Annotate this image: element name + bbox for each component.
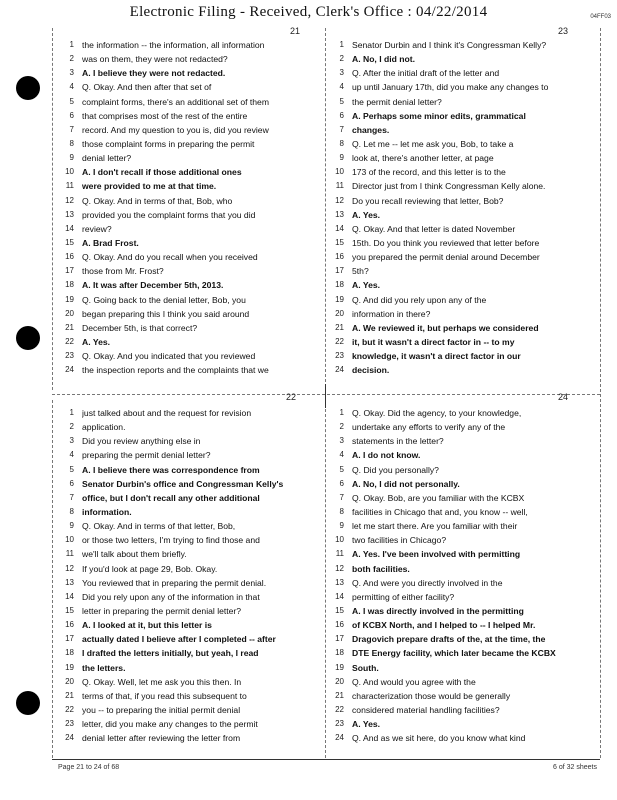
center-cut-mark: [325, 384, 326, 408]
transcript-line: 10 two facilities in Chicago?: [335, 535, 447, 546]
transcript-line: 13 A. Yes.: [335, 209, 381, 220]
transcript-line: 16 of KCBX North, and I helped to -- I helped Mr.: [335, 620, 536, 631]
transcript-page-24: [330, 392, 598, 758]
transcript-line: 2 A. No, I did not.: [339, 54, 416, 65]
transcript-line: 12 Do you recall reviewing that letter, Bob?: [335, 195, 504, 206]
transcript-line: 21 terms of that, if you read this subsequent to: [65, 690, 247, 701]
transcript-line: 15 letter in preparing the permit denial letter?: [65, 605, 242, 616]
transcript-line: 23 Q. Okay. And you indicated that you reviewed: [65, 351, 256, 362]
transcript-line: 24 decision.: [335, 365, 390, 376]
footer-page-range: Page 21 to 24 of 68: [58, 764, 120, 771]
transcript-line: 7 record. And my question to you is, did you review: [69, 124, 269, 135]
page-number: 21: [290, 26, 301, 36]
bottom-rule: [52, 759, 600, 760]
transcript-line: 21 characterization those would be generally: [335, 690, 511, 701]
transcript-line: 9 denial letter?: [69, 153, 132, 164]
page-number: 22: [286, 392, 297, 402]
transcript-line: 9 let me start there. Are you familiar with their: [339, 521, 518, 532]
transcript-line: 17 actually dated I believe after I completed -- after: [65, 634, 276, 645]
transcript-line: 7 changes.: [339, 124, 390, 135]
transcript-line: 15 A. Brad Frost.: [65, 237, 139, 248]
transcript-line: 8 facilities in Chicago that and, you know -- well,: [339, 506, 528, 517]
transcript-lines: [60, 38, 322, 377]
transcript-line: 5 complaint forms, there's an additional set of them: [69, 96, 269, 107]
transcript-line: 13 provided you the complaint forms that you did: [65, 209, 256, 220]
transcript-line: 23 letter, did you make any changes to the permit: [65, 719, 258, 730]
transcript-line: 20 began preparing this I think you said around: [65, 308, 250, 319]
transcript-line: 17 those from Mr. Frost?: [65, 266, 164, 277]
transcript-line: 19 the letters.: [65, 662, 126, 673]
transcript-line: 9 Q. Okay. And in terms of that letter, Bob,: [69, 521, 236, 532]
transcript-line: 4 A. I do not know.: [339, 450, 421, 461]
transcript-line: 12 both facilities.: [335, 563, 410, 574]
transcript-line: 2 undertake any efforts to verify any of the: [339, 422, 506, 433]
transcript-line: 7 office, but I don't recall any other additional: [69, 492, 260, 503]
transcript-line: 22 it, but it wasn't a direct factor in -- to my: [335, 336, 515, 347]
transcript-line: 12 Q. Okay. And in terms of that, Bob, who: [65, 195, 233, 206]
stamp-code: 04FF03: [590, 14, 611, 20]
punch-hole-icon: [16, 326, 40, 350]
transcript-line: 8 information.: [69, 506, 132, 517]
footer-sheet-count: 6 of 32 sheets: [553, 764, 597, 771]
transcript-line: 17 Dragovich prepare drafts of the, at the time, the: [335, 634, 546, 645]
transcript-line: 15 A. I was directly involved in the permitting: [335, 605, 524, 616]
transcript-line: 6 A. No, I did not personally.: [339, 478, 460, 489]
transcript-line: 10 or those two letters, I'm trying to find those and: [65, 535, 260, 546]
transcript-line: 1 Q. Okay. Did the agency, to your knowledge,: [339, 408, 522, 418]
transcript-line: 14 permitting of either facility?: [335, 591, 455, 602]
transcript-line: 18 A. Yes.: [335, 280, 381, 291]
transcript-line: 18 I drafted the letters initially, but yeah, I read: [65, 648, 259, 659]
transcript-line: 9 look at, there's another letter, at page: [339, 153, 494, 164]
transcript-line: 14 Q. Okay. And that letter is dated November: [335, 223, 516, 234]
transcript-line: 21 A. We reviewed it, but perhaps we considered: [335, 322, 539, 333]
transcript-line: 16 Q. Okay. And do you recall when you received: [65, 252, 258, 263]
transcript-line: 4 Q. Okay. And then after that set of: [69, 82, 212, 93]
transcript-line: 10 173 of the record, and this letter is to the: [335, 167, 506, 178]
transcript-page-22: [60, 392, 322, 758]
transcript-line: 14 review?: [65, 223, 112, 234]
transcript-line: 20 Q. And would you agree with the: [335, 676, 476, 687]
transcript-line: 20 Q. Okay. Well, let me ask you this then. In: [65, 676, 242, 687]
transcript-line: 17 5th?: [335, 266, 369, 277]
transcript-line: 14 Did you rely upon any of the information in that: [65, 591, 260, 602]
transcript-line: 16 A. I looked at it, but this letter is: [65, 620, 212, 631]
transcript-page-23: [330, 26, 598, 392]
transcript-line: 3 Q. After the initial draft of the letter and: [339, 68, 500, 79]
transcript-lines: [330, 38, 598, 377]
transcript-line: 24 Q. And as we sit here, do you know what kind: [335, 733, 526, 744]
left-margin-rule: [52, 28, 53, 390]
transcript-line: 24 the inspection reports and the complaints that we: [65, 365, 269, 376]
transcript-line: 19 Q. And did you rely upon any of the: [335, 294, 487, 305]
left-margin-rule: [52, 400, 53, 758]
transcript-line: 4 preparing the permit denial letter?: [69, 450, 211, 461]
transcript-line: 6 that comprises most of the rest of the entire: [69, 110, 248, 121]
transcript-page-21: [60, 26, 322, 392]
transcript-line: 19 South.: [335, 662, 379, 673]
transcript-line: 6 Senator Durbin's office and Congressman Kelly's: [69, 478, 284, 489]
transcript-line: 19 Q. Going back to the denial letter, Bob, you: [65, 294, 246, 305]
transcript-line: 13 You reviewed that in preparing the permit denial.: [65, 577, 267, 588]
punch-hole-icon: [16, 691, 40, 715]
transcript-line: 3 Did you review anything else in: [69, 436, 201, 447]
transcript-line: 12 If you'd look at page 29, Bob. Okay.: [65, 563, 218, 574]
transcript-line: 5 the permit denial letter?: [339, 96, 442, 107]
transcript-line: 22 A. Yes.: [65, 336, 111, 347]
transcript-line: 2 application.: [69, 422, 126, 433]
transcript-line: 11 we'll talk about them briefly.: [65, 549, 187, 560]
transcript-line: 8 Q. Let me -- let me ask you, Bob, to take a: [339, 138, 514, 149]
transcript-line: 23 A. Yes.: [335, 719, 381, 730]
transcript-line: 10 A. I don't recall if those additional ones: [65, 167, 242, 178]
transcript-line: 7 Q. Okay. Bob, are you familiar with the KCBX: [339, 492, 525, 503]
transcript-line: 23 knowledge, it wasn't a direct factor in our: [335, 351, 521, 362]
transcript-line: 1 Senator Durbin and I think it's Congressman Kelly?: [339, 40, 547, 50]
transcript-line: 24 denial letter after reviewing the letter from: [65, 733, 241, 744]
transcript-line: 18 DTE Energy facility, which later became the KCBX: [335, 648, 556, 659]
punch-hole-icon: [16, 76, 40, 100]
transcript-line: 5 Q. Did you personally?: [339, 464, 439, 475]
transcript-line: 8 those complaint forms in preparing the permit: [69, 138, 255, 149]
transcript-lines: [60, 406, 322, 745]
transcript-line: 1 just talked about and the request for revision: [69, 408, 252, 418]
transcript-line: 13 Q. And were you directly involved in the: [335, 577, 503, 588]
page-number: 24: [558, 392, 569, 402]
filing-header: Electronic Filing - Received, Clerk's Office : 04/22/2014: [129, 4, 488, 20]
transcript-line: 11 Director just from I think Congressman Kelly alone.: [335, 181, 546, 192]
transcript-line: 3 A. I believe they were not redacted.: [69, 68, 226, 79]
transcript-line: 3 statements in the letter?: [339, 436, 444, 447]
transcript-line: 15 15th. Do you think you reviewed that letter before: [335, 237, 540, 248]
transcript-line: 6 A. Perhaps some minor edits, grammatical: [339, 110, 526, 121]
right-margin-rule: [600, 28, 601, 758]
transcript-line: 20 information in there?: [335, 308, 431, 319]
transcript-line: 22 you -- to preparing the initial permit denial: [65, 704, 241, 715]
transcript-line: 16 you prepared the permit denial around December: [335, 252, 540, 263]
page-number: 23: [558, 26, 569, 36]
transcript-line: 11 were provided to me at that time.: [65, 181, 217, 192]
transcript-line: 22 considered material handling facilities?: [335, 704, 500, 715]
transcript-line: 18 A. It was after December 5th, 2013.: [65, 280, 224, 291]
transcript-line: 2 was on them, they were not redacted?: [69, 54, 228, 65]
transcript-line: 11 A. Yes. I've been involved with permitting: [335, 549, 521, 560]
transcript-line: 21 December 5th, is that correct?: [65, 322, 198, 333]
transcript-lines: [330, 406, 598, 745]
transcript-line: 5 A. I believe there was correspondence from: [69, 464, 260, 475]
transcript-line: 4 up until January 17th, did you make any changes to: [339, 82, 549, 93]
transcript-line: 1 the information -- the information, all information: [69, 40, 265, 50]
